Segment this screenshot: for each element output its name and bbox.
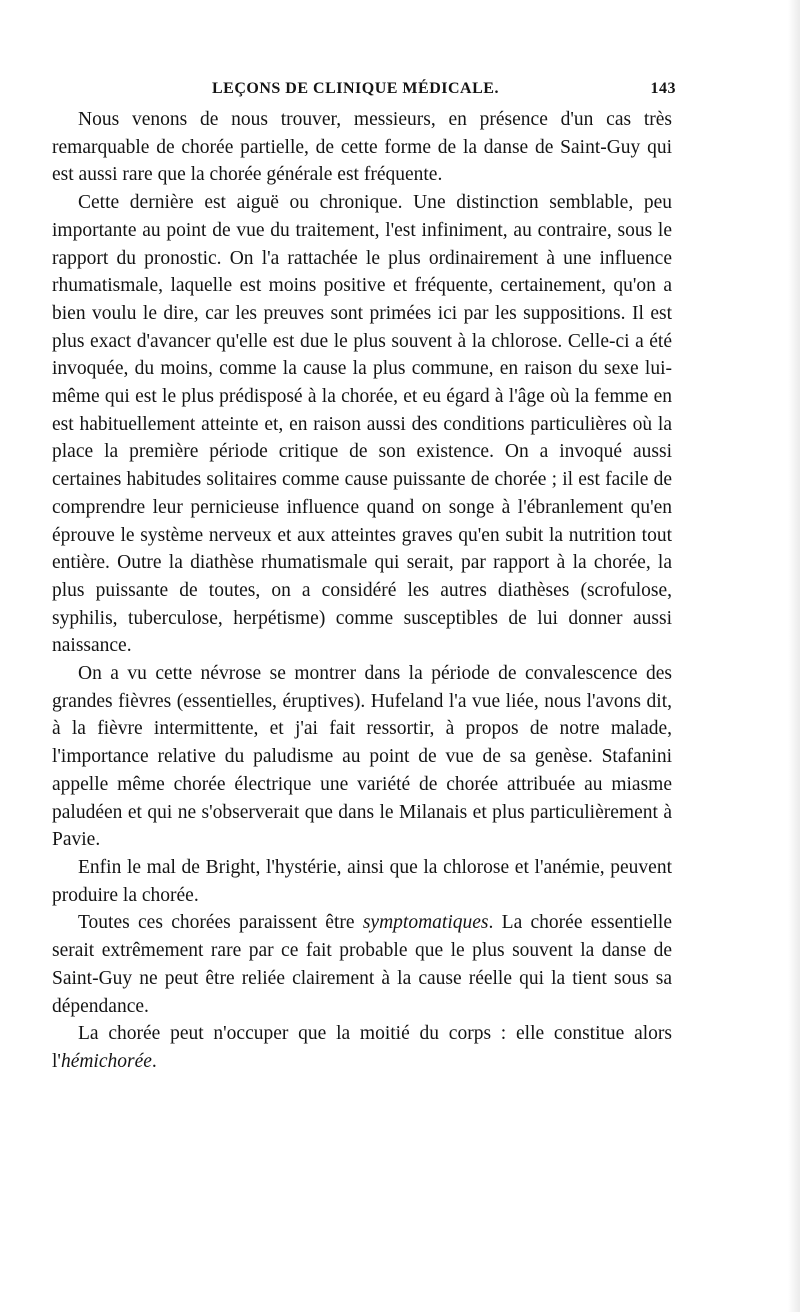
- page-number: 143: [650, 80, 676, 97]
- italic-term: symptomatiques: [362, 912, 489, 934]
- paragraph: Cette dernière est aiguë ou chronique. Une distinction semblable, peu importante au point de vue du traitement, l'est infiniment, au contraire, sous le rapport du pronostic. On l'a rattachée le plus ordinairement à une influence rhumatismale, laquelle est moins positive et fréquente, certainement, qu'on a bien voulu le dire, car les preuves sont primées ici par les suppositions. Il est plus exact d'avancer qu'elle est due le plus souvent à la chlorose. Celle-ci a été invoquée, du moins, comme la cause la plus commune, en raison du sexe lui-même qui est le plus prédisposé à la chorée, et eu égard à l'âge où la femme en est habituellement atteinte et, en raison aussi des conditions particulières où la place la première période critique de son existence. On a invoqué aussi certaines habitudes solitaires comme cause puissante de chorée ; il est facile de comprendre leur pernicieuse influence quand on songe à l'ébranlement qu'en éprouve le système nerveux et aux atteintes graves qu'en subit la nutrition tout entière. Outre la diathèse rhumatismale qui serait, par rapport à la chorée, la plus puissante de toutes, on a considéré les autres diathèses (scrofulose, syphilis, tuberculose, herpétisme) comme susceptibles de lui donner aussi naissance.: [52, 192, 672, 657]
- paragraph-text: La chorée peut n'occuper que la moitié du corps : elle constitue alors l': [52, 1023, 672, 1072]
- paragraph-text: . La chorée essentielle serait extrêmement rare par ce fait probable que le plus souvent la danse de Saint-Guy ne peut être reliée clairement à la cause réelle qui la tient sous sa dépendance.: [52, 912, 672, 1017]
- running-head: [52, 72, 676, 102]
- paragraph-text: Toutes ces chorées paraissent être: [78, 912, 363, 934]
- page-edge-shadow: [788, 0, 800, 1312]
- paragraph: On a vu cette névrose se montrer dans la période de convalescence des grandes fièvres (essentielles, éruptives). Hufeland l'a vue liée, nous l'avons dit, à la fièvre intermittente, et j'ai fait ressortir, à propos de notre malade, l'importance relative du paludisme au point de vue de sa genèse. Stafanini appelle même chorée électrique une variété de chorée attribuée au miasme paludéen et qui ne s'observerait que dans le Milanais et plus particulièrement à Pavie.: [52, 663, 672, 851]
- paragraph-text: .: [151, 1050, 157, 1072]
- italic-term: hémichorée: [60, 1050, 152, 1072]
- paragraph: Enfin le mal de Bright, l'hystérie, ainsi que la chlorose et l'anémie, peuvent produire la chorée.: [52, 856, 672, 906]
- book-page: [52, 72, 676, 1302]
- paragraph: [52, 909, 672, 1020]
- paragraph: [52, 1020, 672, 1075]
- paragraph: Nous venons de nous trouver, messieurs, en présence d'un cas très remarquable de chorée partielle, de cette forme de la danse de Saint-Guy qui est aussi rare que la chorée générale est fréquente.: [52, 109, 672, 186]
- body-text: [52, 106, 672, 1076]
- running-title: LEÇONS DE CLINIQUE MÉDICALE.: [212, 80, 499, 97]
